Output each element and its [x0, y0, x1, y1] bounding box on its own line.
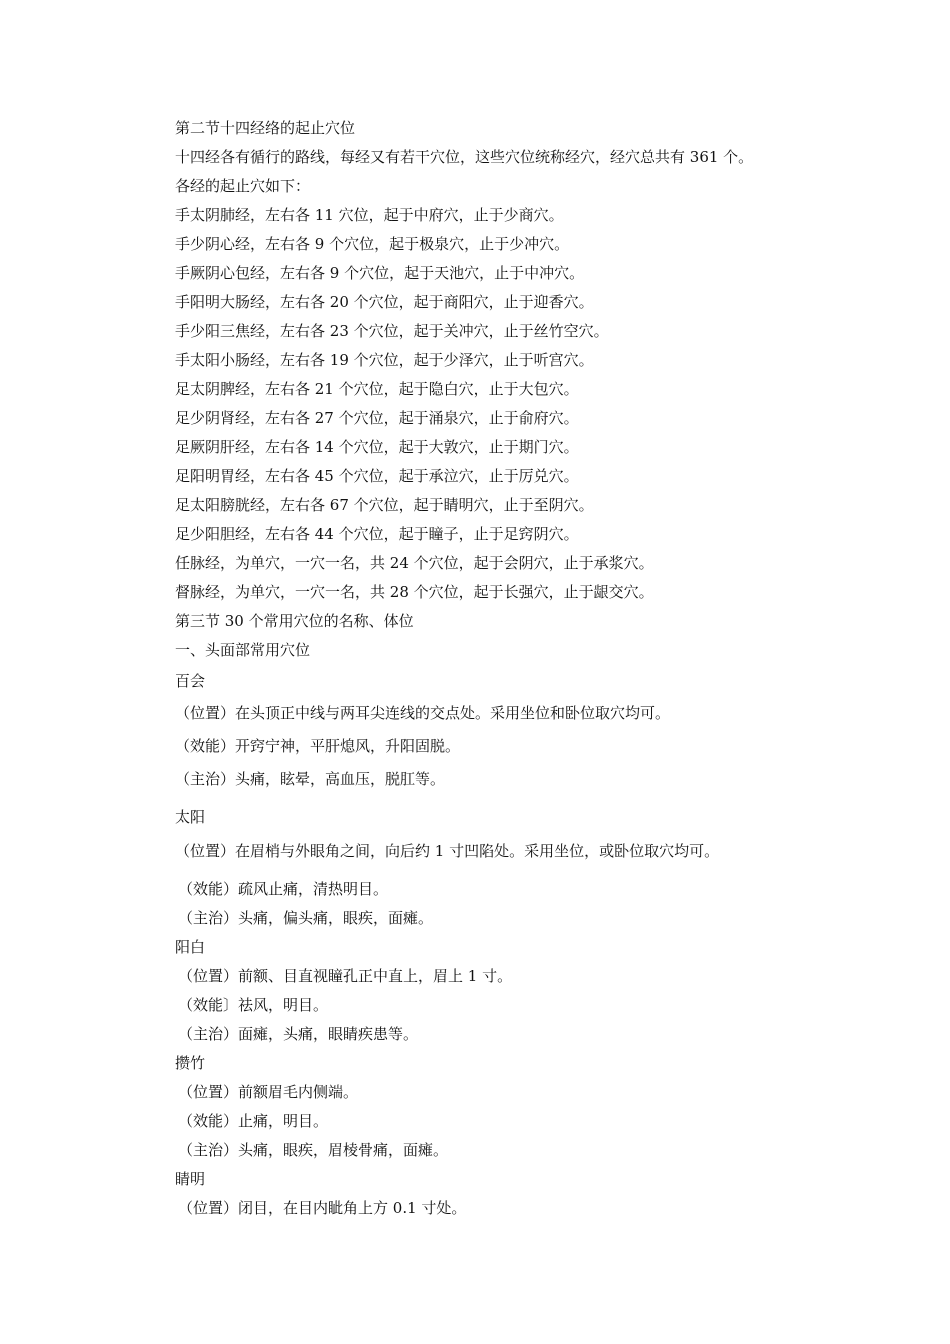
acupoint-name: 攒竹 — [175, 1054, 206, 1072]
acupoint-name: 百会 — [175, 672, 206, 690]
meridian-line: 督脉经，为单穴，一穴一名，共 28 个穴位，起于长强穴，止于龈交穴。 — [175, 583, 654, 601]
meridian-line: 手太阴肺经，左右各 11 穴位，起于中府穴，止于少商穴。 — [175, 206, 564, 224]
meridian-line: 手少阴心经，左右各 9 个穴位，起于极泉穴，止于少冲穴。 — [175, 235, 570, 253]
subsection-heading: 一、头面部常用穴位 — [175, 641, 311, 659]
acupoint-effect: （效能）疏风止痛，清热明目。 — [178, 880, 389, 898]
meridian-line: 手少阳三焦经，左右各 23 个穴位，起于关冲穴，止于丝竹空穴。 — [175, 322, 609, 340]
meridian-line: 足太阴脾经，左右各 21 个穴位，起于隐白穴，止于大包穴。 — [175, 380, 579, 398]
acupoint-name: 睛明 — [175, 1170, 206, 1188]
meridian-line: 足阳明胃经，左右各 45 个穴位，起于承泣穴，止于厉兑穴。 — [175, 467, 579, 485]
section-heading: 第三节 30 个常用穴位的名称、体位 — [175, 612, 414, 630]
meridian-line: 足少阳胆经，左右各 44 个穴位，起于瞳子，止于足窍阴穴。 — [175, 525, 579, 543]
acupoint-name: 太阳 — [175, 808, 206, 826]
meridian-line: 足太阳膀胱经，左右各 67 个穴位，起于睛明穴，止于至阴穴。 — [175, 496, 594, 514]
acupoint-effect: （效能）开窍宁神，平肝熄风，升阳固脱。 — [175, 737, 461, 755]
acupoint-location: （位置）闭目，在目内眦角上方 0.1 寸处。 — [178, 1199, 467, 1217]
acupoint-indication: （主治）头痛，偏头痛，眼疾，面瘫。 — [178, 909, 434, 927]
acupoint-effect: （效能）止痛，明目。 — [178, 1112, 329, 1130]
meridian-line: 手阳明大肠经，左右各 20 个穴位，起于商阳穴，止于迎香穴。 — [175, 293, 594, 311]
paragraph: 十四经各有循行的路线，每经又有若干穴位，这些穴位统称经穴，经穴总共有 361 个。 — [175, 148, 754, 166]
meridian-line: 足厥阴肝经，左右各 14 个穴位，起于大敦穴，止于期门穴。 — [175, 438, 579, 456]
acupoint-location: （位置）前额、目直视瞳孔正中直上，眉上 1 寸。 — [178, 967, 513, 985]
acupoint-indication: （主治）面瘫，头痛，眼睛疾患等。 — [178, 1025, 419, 1043]
acupoint-effect: （效能〕祛风，明目。 — [178, 996, 329, 1014]
meridian-line: 手厥阴心包经，左右各 9 个穴位，起于天池穴，止于中冲穴。 — [175, 264, 585, 282]
acupoint-indication: （主治）头痛，眼疾，眉棱骨痛，面瘫。 — [178, 1141, 449, 1159]
acupoint-name: 阳白 — [175, 938, 206, 956]
meridian-line: 手太阳小肠经，左右各 19 个穴位，起于少泽穴，止于听宫穴。 — [175, 351, 594, 369]
acupoint-location: （位置）在眉梢与外眼角之间，向后约 1 寸凹陷处。采用坐位，或卧位取穴均可。 — [175, 842, 720, 860]
paragraph: 各经的起止穴如下： — [175, 177, 311, 195]
acupoint-indication: （主治）头痛，眩晕，高血压，脱肛等。 — [175, 770, 446, 788]
section-heading: 第二节十四经络的起止穴位 — [175, 119, 356, 137]
acupoint-location: （位置）前额眉毛内侧端。 — [178, 1083, 359, 1101]
acupoint-location: （位置）在头顶正中线与两耳尖连线的交点处。采用坐位和卧位取穴均可。 — [175, 704, 671, 722]
meridian-line: 任脉经，为单穴，一穴一名，共 24 个穴位，起于会阴穴，止于承浆穴。 — [175, 554, 654, 572]
meridian-line: 足少阴肾经，左右各 27 个穴位，起于涌泉穴，止于俞府穴。 — [175, 409, 579, 427]
